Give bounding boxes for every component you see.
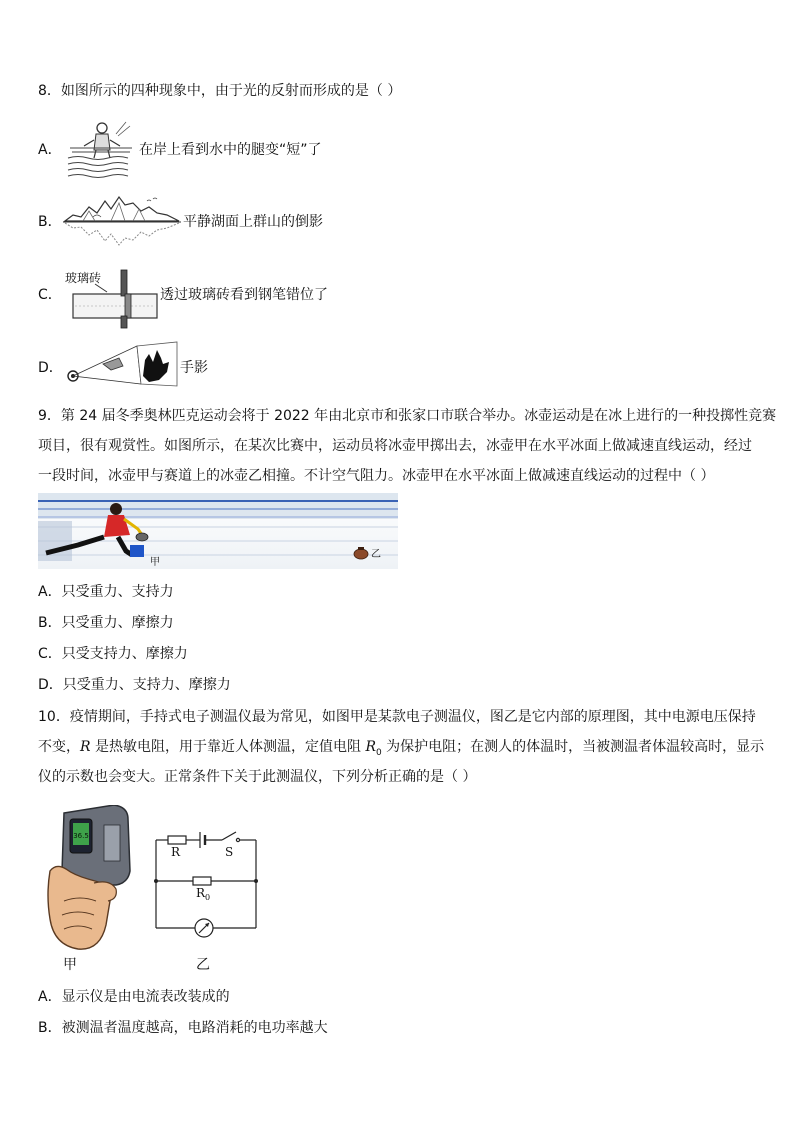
- q10-stem-line-2: 不变，R 是热敏电阻，用于靠近人体测温，定值电阻 $R_0$ 为保护电阻；在测人的体温时，当被测温者体温较高时，显示: [38, 739, 765, 758]
- circuit-diagram: [148, 826, 264, 946]
- mountain-reflection-picture: [63, 193, 181, 249]
- circuit-label-R0: $R_0$: [196, 886, 211, 902]
- circuit-caption-yi: 乙: [196, 957, 210, 973]
- device-caption-jia: 甲: [63, 957, 77, 973]
- leg-in-water-picture: [66, 118, 136, 182]
- q10-option-b: B．被测温者温度越高，电路消耗的电功率越大: [38, 1020, 328, 1036]
- q8-option-b-text: 平静湖面上群山的倒影: [183, 214, 323, 230]
- hand-shadow-picture: [63, 340, 178, 390]
- q9-option-d: D．只受重力、支持力、摩擦力: [38, 677, 231, 693]
- q8-option-b-letter: B．: [38, 214, 62, 230]
- q8-option-c-letter: C．: [38, 287, 62, 303]
- q8-option-c-text: 透过玻璃砖看到钢笔错位了: [160, 287, 328, 303]
- q8-option-a-letter: A．: [38, 142, 62, 158]
- device-screen-reading: 36.5: [73, 832, 89, 840]
- q8-option-d-letter: D．: [38, 360, 63, 376]
- glass-brick-pen-picture: [63, 268, 159, 330]
- q9-stem-line-2: 项目，很有观赏性。如图所示，在某次比赛中，运动员将冰壶甲掷出去，冰壶甲在水平冰面上做减速直线运动，经过: [38, 438, 752, 454]
- q8-option-a-text: 在岸上看到水中的腿变“短”了: [139, 142, 322, 158]
- circuit-label-S: S: [225, 845, 234, 859]
- q9-stem-line-1: 9．第 24 届冬季奥林匹克运动会将于 2022 年由北京市和张家口市联合举办。冰壶运动是在冰上进行的一种投掷性竞赛: [38, 408, 777, 424]
- curling-stone-yi-label: 乙: [371, 549, 381, 560]
- q10-option-a: A．显示仪是由电流表改装成的: [38, 989, 230, 1005]
- q9-option-a: A．只受重力、支持力: [38, 584, 174, 600]
- q10-stem-line-1: 10．疫情期间，手持式电子测温仪最为常见，如图甲是某款电子测温仪，图乙是它内部的原理图，其中电源电压保持: [38, 709, 756, 725]
- circuit-label-R: R: [171, 845, 181, 859]
- q9-option-c: C．只受支持力、摩擦力: [38, 646, 188, 662]
- q8-option-d-text: 手影: [180, 360, 208, 376]
- glass-brick-label: 玻璃砖: [65, 271, 102, 285]
- q9-option-b: B．只受重力、摩擦力: [38, 615, 174, 631]
- q8-stem: 8．如图所示的四种现象中，由于光的反射而形成的是（ ）: [38, 83, 402, 99]
- curling-stone-jia-label: 甲: [150, 557, 160, 568]
- q10-stem-line-3: 仪的示数也会变大。正常条件下关于此测温仪，下列分析正确的是（ ）: [38, 769, 477, 785]
- q9-stem-line-3: 一段时间，冰壶甲与赛道上的冰壶乙相撞。不计空气阻力。冰壶甲在水平冰面上做减速直线运动的过程中（ ）: [38, 468, 715, 484]
- thermometer-device-picture: [44, 805, 136, 953]
- curling-photo: [38, 493, 398, 569]
